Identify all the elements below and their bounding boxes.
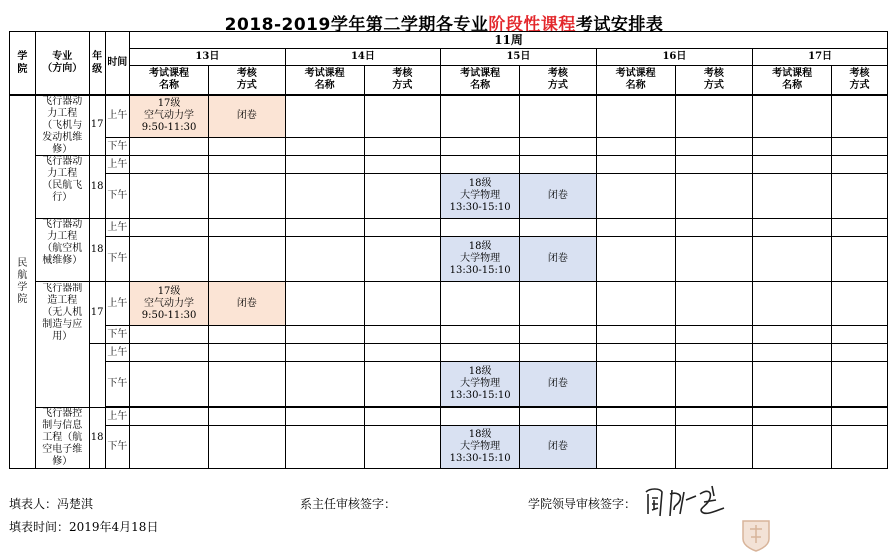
exam-course-cell: 18级 大学物理 13:30-15:10	[441, 174, 520, 219]
col-method-header: 考核方式	[520, 66, 597, 95]
exam-method-cell: 闭卷	[520, 426, 597, 469]
exam-method-cell: 闭卷	[520, 362, 597, 407]
college-header: 学院	[10, 32, 36, 95]
time-slot-am: 上午	[105, 344, 130, 362]
exam-course-cell: 17级 空气动力学 9:50-11:30	[130, 95, 209, 138]
week-header: 11周	[130, 32, 888, 49]
day-header-16: 16日	[596, 49, 752, 66]
exam-method-cell: 闭卷	[520, 174, 597, 219]
major-cell: 飞行器制造工程（无人机制造与应用）	[35, 282, 89, 408]
day-header-14: 14日	[285, 49, 441, 66]
major-cell: 飞行器控制与信息工程（航空电子维修）	[35, 408, 89, 469]
grade-cell: 18	[89, 408, 105, 469]
col-course-header: 考试课程名称	[441, 66, 520, 95]
college-cell: 民航学院	[10, 95, 36, 469]
col-method-header: 考核方式	[209, 66, 286, 95]
exam-course-cell: 18级 大学物理 13:30-15:10	[441, 237, 520, 282]
time-slot-am: 上午	[105, 219, 130, 237]
school-seal-icon	[740, 517, 772, 553]
exam-method-cell: 闭卷	[209, 282, 286, 326]
exam-method-cell: 闭卷	[209, 95, 286, 138]
grade-cell: 17	[89, 282, 105, 344]
grade-header: 年级	[89, 32, 105, 95]
time-slot-pm: 下午	[105, 138, 130, 156]
exam-schedule-table	[9, 31, 888, 469]
col-course-header: 考试课程名称	[130, 66, 209, 95]
day-header-15: 15日	[441, 49, 597, 66]
table-row	[10, 408, 888, 426]
grade-cell: 17	[89, 95, 105, 156]
college-sign-label: 学院领导审核签字：	[528, 497, 637, 511]
time-slot-am: 上午	[105, 408, 130, 426]
table-row	[10, 156, 888, 174]
time-slot-am: 上午	[105, 156, 130, 174]
exam-method-cell: 闭卷	[520, 237, 597, 282]
major-cell: 飞行器动力工程（航空机械维修）	[35, 219, 89, 282]
table-row	[10, 282, 888, 326]
table-row	[10, 95, 888, 138]
grade-cell: 18	[89, 219, 105, 282]
table-row	[10, 237, 888, 282]
table-row	[10, 174, 888, 219]
time-slot-am: 上午	[105, 282, 130, 326]
fill-date-label: 填表时间：2019年4月18日	[9, 520, 159, 534]
major-cell: 飞行器动力工程（飞机与发动机维修）	[35, 95, 89, 156]
time-header: 时间	[105, 32, 130, 95]
table-row	[10, 426, 888, 469]
time-slot-pm: 下午	[105, 237, 130, 282]
day-header-13: 13日	[130, 49, 286, 66]
grade-cell: 18	[89, 156, 105, 219]
col-course-header: 考试课程名称	[285, 66, 364, 95]
major-header: 专业 （方向）	[35, 32, 89, 95]
time-slot-pm: 下午	[105, 174, 130, 219]
table-row	[10, 344, 888, 362]
col-method-header: 考核方式	[364, 66, 441, 95]
exam-course-cell: 18级 大学物理 13:30-15:10	[441, 362, 520, 407]
time-slot-pm: 下午	[105, 426, 130, 469]
major-cell: 飞行器动力工程（民航飞行）	[35, 156, 89, 219]
day-header-17: 17日	[753, 49, 888, 66]
handwritten-signature	[640, 480, 740, 522]
col-method-header: 考核方式	[675, 66, 753, 95]
time-slot-pm: 下午	[105, 362, 130, 407]
col-course-header: 考试课程名称	[753, 66, 832, 95]
col-method-header: 考核方式	[832, 66, 888, 95]
table-row	[10, 326, 888, 344]
time-slot-pm: 下午	[105, 326, 130, 344]
table-row	[10, 219, 888, 237]
exam-course-cell: 18级 大学物理 13:30-15:10	[441, 426, 520, 469]
table-row	[10, 138, 888, 156]
exam-course-cell: 17级 空气动力学 9:50-11:30	[130, 282, 209, 326]
table-row	[10, 362, 888, 407]
title-highlight: 阶段性课程	[488, 15, 576, 35]
filler-label: 填表人：冯楚淇	[9, 497, 94, 511]
title-prefix: 2018-2019学年第二学期各专业	[224, 15, 489, 35]
title-suffix: 考试安排表	[575, 15, 664, 35]
col-course-header: 考试课程名称	[596, 66, 675, 95]
time-slot-am: 上午	[105, 95, 130, 138]
grade-cell	[89, 344, 105, 408]
dept-sign-label: 系主任审核签字：	[300, 497, 397, 511]
